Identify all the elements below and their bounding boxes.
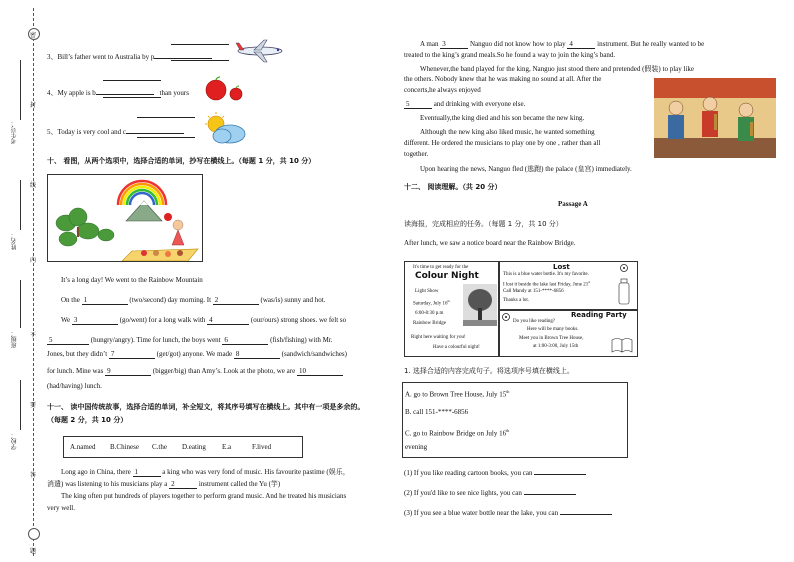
class-label: 班级： [12,330,18,348]
section-12-title: 十二、 阅读理解。（共 20 分） [404,183,502,191]
answer-blank[interactable] [103,97,161,98]
rainbow-mountain-picture [47,174,203,262]
answer-blank[interactable]: 7 [109,350,155,359]
answer-blank[interactable] [126,125,184,134]
option-d: D.eating [182,443,206,451]
colour-night-notice: It's time to get ready for the Colour Night Light Show Saturday, July 16th 6:00-8:30 p.m Rainbow Bridge Right here waiting for you! Have a colourful night! [404,261,500,357]
sun-cloud-icon [200,110,248,146]
story-line3: The king often put hundreds of players together to perform grand music. And he treated his musicians [61,492,347,500]
option-b: B.Chinese [110,443,139,451]
passage10-line2: On the 1 (two/second) day morning. It 2 (was/is) sunny and hot. [61,296,326,304]
seal-char: 题 [30,549,37,555]
answer-blank[interactable] [171,44,229,45]
answer-blank[interactable] [103,80,161,81]
airplane-icon [234,38,286,64]
reading-instruction: 读海报，完成相应的任务。（每题 1 分，共 10 分） [404,220,563,228]
story-right-line1: A man 3 Nanguo did not know how to play 4 instrument. But he really wanted to be [420,40,705,48]
reading-party-notice: Reading Party Do you like reading? Here will be many books. Meet you in Brown Tree House, at 1:00-3:00, July 15th [498,309,638,357]
option-a: A.named [70,443,96,451]
story-right-line8: Although the new king also liked music, he wanted something [420,128,595,136]
answer-blank[interactable]: 8 [234,350,280,359]
school-label: 学校： [12,432,18,450]
seal-char: 封 [30,103,37,109]
reading-intro: After lunch, we saw a notice board near the Rainbow Bridge. [404,239,576,247]
answer-blank[interactable] [524,486,576,495]
reading-party-title: Reading Party [571,311,627,319]
water-bottle-icon [617,278,631,306]
light-show-tree-icon [463,284,497,326]
answer-blank[interactable]: 10 [297,367,343,376]
answer-blank[interactable]: 2 [213,296,259,305]
pin-icon [501,312,511,322]
passage10-line5: Jones, but they didn’t 7 (get/got) anyone. We made 8 (sandwich/sandwiches) [47,350,347,358]
answer-blank[interactable]: 4 [207,316,249,325]
story-right-line3: Whenever,the band played for the king, Nanguo just stood there and pretended (假装) to play like [420,65,694,73]
answer-blank[interactable] [154,50,212,59]
passage10-line4: 5 (hungry/angry). Time for lunch, the boys went 6 (fish/fishing) with Mr. [49,336,333,344]
colour-night-title: Colour Night [415,271,479,281]
section-10-title: 十、 看图，从两个选项中，选择合适的单词，抄写在横线上。（每题 1 分，共 10 分） [47,157,316,165]
name-label: 姓名： [12,232,18,250]
task1-instruction: 1. 选择合适的内容完成句子。将选项序号填在横线上。 [404,367,574,375]
option-f: F.lived [252,443,272,451]
story-line4: very well. [47,504,75,512]
lost-notice: Lost This is a blue water bottle. It's my favorite. I lost it beside the lake last Friday, June 21st Call Mandy at 151-****-6856 Thanks a lot. [498,261,638,311]
exam-number-label: 考生号： [12,120,18,144]
option-b: B. call 151-****-6856 [405,408,469,416]
question-3: 3、Bill’s father went to Australia by p [47,50,212,62]
answer-blank[interactable]: 1 [133,468,161,477]
answer-blank[interactable]: 3 [72,316,118,325]
answer-blank[interactable]: 1 [82,296,128,305]
story-right-line10: together. [404,150,429,158]
answer-blank[interactable] [137,137,195,138]
story-line1: Long ago in China, there 1 a king who was very fond of music. His favourite pastime (娱乐， [61,468,350,476]
task1-sentence-1: (1) If you like reading cartoon books, you can [404,466,586,477]
pin-icon [619,263,629,273]
musicians-illustration [654,78,776,158]
section-11-title: 十一、 读中国传统故事，选择合适的单词，补全短文，将其序号填写在横线上。其中有一项是多余的。（每题 2 分，共 10 分） [47,403,365,424]
seal-char: 内 [30,258,37,264]
answer-blank[interactable] [137,117,195,118]
option-c: C. go to Rainbow Bridge on July 16 [405,429,507,438]
apples-icon [203,76,245,102]
option-c: C.the [152,443,167,451]
story-right-line5: concerts,he always enjoyed [404,86,481,94]
passage-a-title: Passage A [558,200,588,208]
answer-blank[interactable]: 3 [440,40,468,49]
class-field[interactable] [20,280,21,328]
seal-char: 线 [30,183,37,189]
passage10-line7: (had/having) lunch. [47,382,102,390]
passage10-line6: for lunch. Mine was 9 (bigger/big) than Amy’s. Look at the photo, we are 10 [47,367,343,376]
answer-blank[interactable]: 4 [567,40,595,49]
task1-sentence-2: (2) If you'd like to see nice lights, you can [404,486,576,497]
story-right-line2: treated to the king’s grand meals.So he found a way to join the king’s band. [404,51,616,59]
book-icon [611,336,633,354]
passage10-line1: It’s a long day! We went to the Rainbow Mountain [61,276,203,284]
question-5: 5、Today is very cool and c [47,125,184,137]
option-e: E.a [222,443,232,451]
answer-blank[interactable] [96,86,154,95]
question-4: 4、My apple is b than yours [47,86,189,98]
story-right-line7: Eventually,the king died and his son became the new king. [420,114,585,122]
answer-blank[interactable] [560,506,612,515]
answer-blank[interactable]: 5 [404,100,432,109]
answer-blank[interactable]: 2 [169,480,197,489]
task1-sentence-3: (3) If you see a blue water bottle near the lake, you can [404,506,612,517]
name-field[interactable] [20,180,21,230]
lost-title: Lost [553,263,570,271]
story-line2: 消遣) was listening to his musicians play a 2 instrument called the Yu (竽) [47,480,281,488]
story-right-line6: 5 and drinking with everyone else. [406,100,526,108]
answer-blank[interactable]: 5 [47,336,89,345]
answer-blank[interactable] [171,60,229,61]
school-field[interactable] [20,380,21,430]
seal-char: 要 [30,403,37,409]
answer-blank[interactable]: 9 [105,367,151,376]
answer-blank[interactable]: 6 [222,336,268,345]
seal-char: 答 [30,473,37,479]
seal-char: 密 [30,33,37,39]
option-a: A. go to Brown Tree House, July 15 [405,390,507,399]
word-options-box [63,436,303,458]
story-right-line11: Upon hearing the news, Nanguo fled (逃跑) the palace (皇宫) immediately. [420,165,632,173]
story-right-line4: the others. Nobody knew that he was making no sound at all. After the [404,75,602,83]
story-right-line9: different. He ordered the musicians to play one by one , rather than all [404,139,601,147]
task1-options-box: A. go to Brown Tree House, July 15th B. call 151-****-6856 C. go to Rainbow Bridge on July 16th evening [402,382,628,458]
answer-blank[interactable] [534,466,586,475]
exam-number-field[interactable] [20,60,21,120]
passage10-line3: We 3 (go/went) for a long walk with 4 (our/ours) strong shoes. we felt so [61,316,347,324]
binding-circle-bottom [28,528,40,540]
seal-char: 不 [30,333,37,339]
